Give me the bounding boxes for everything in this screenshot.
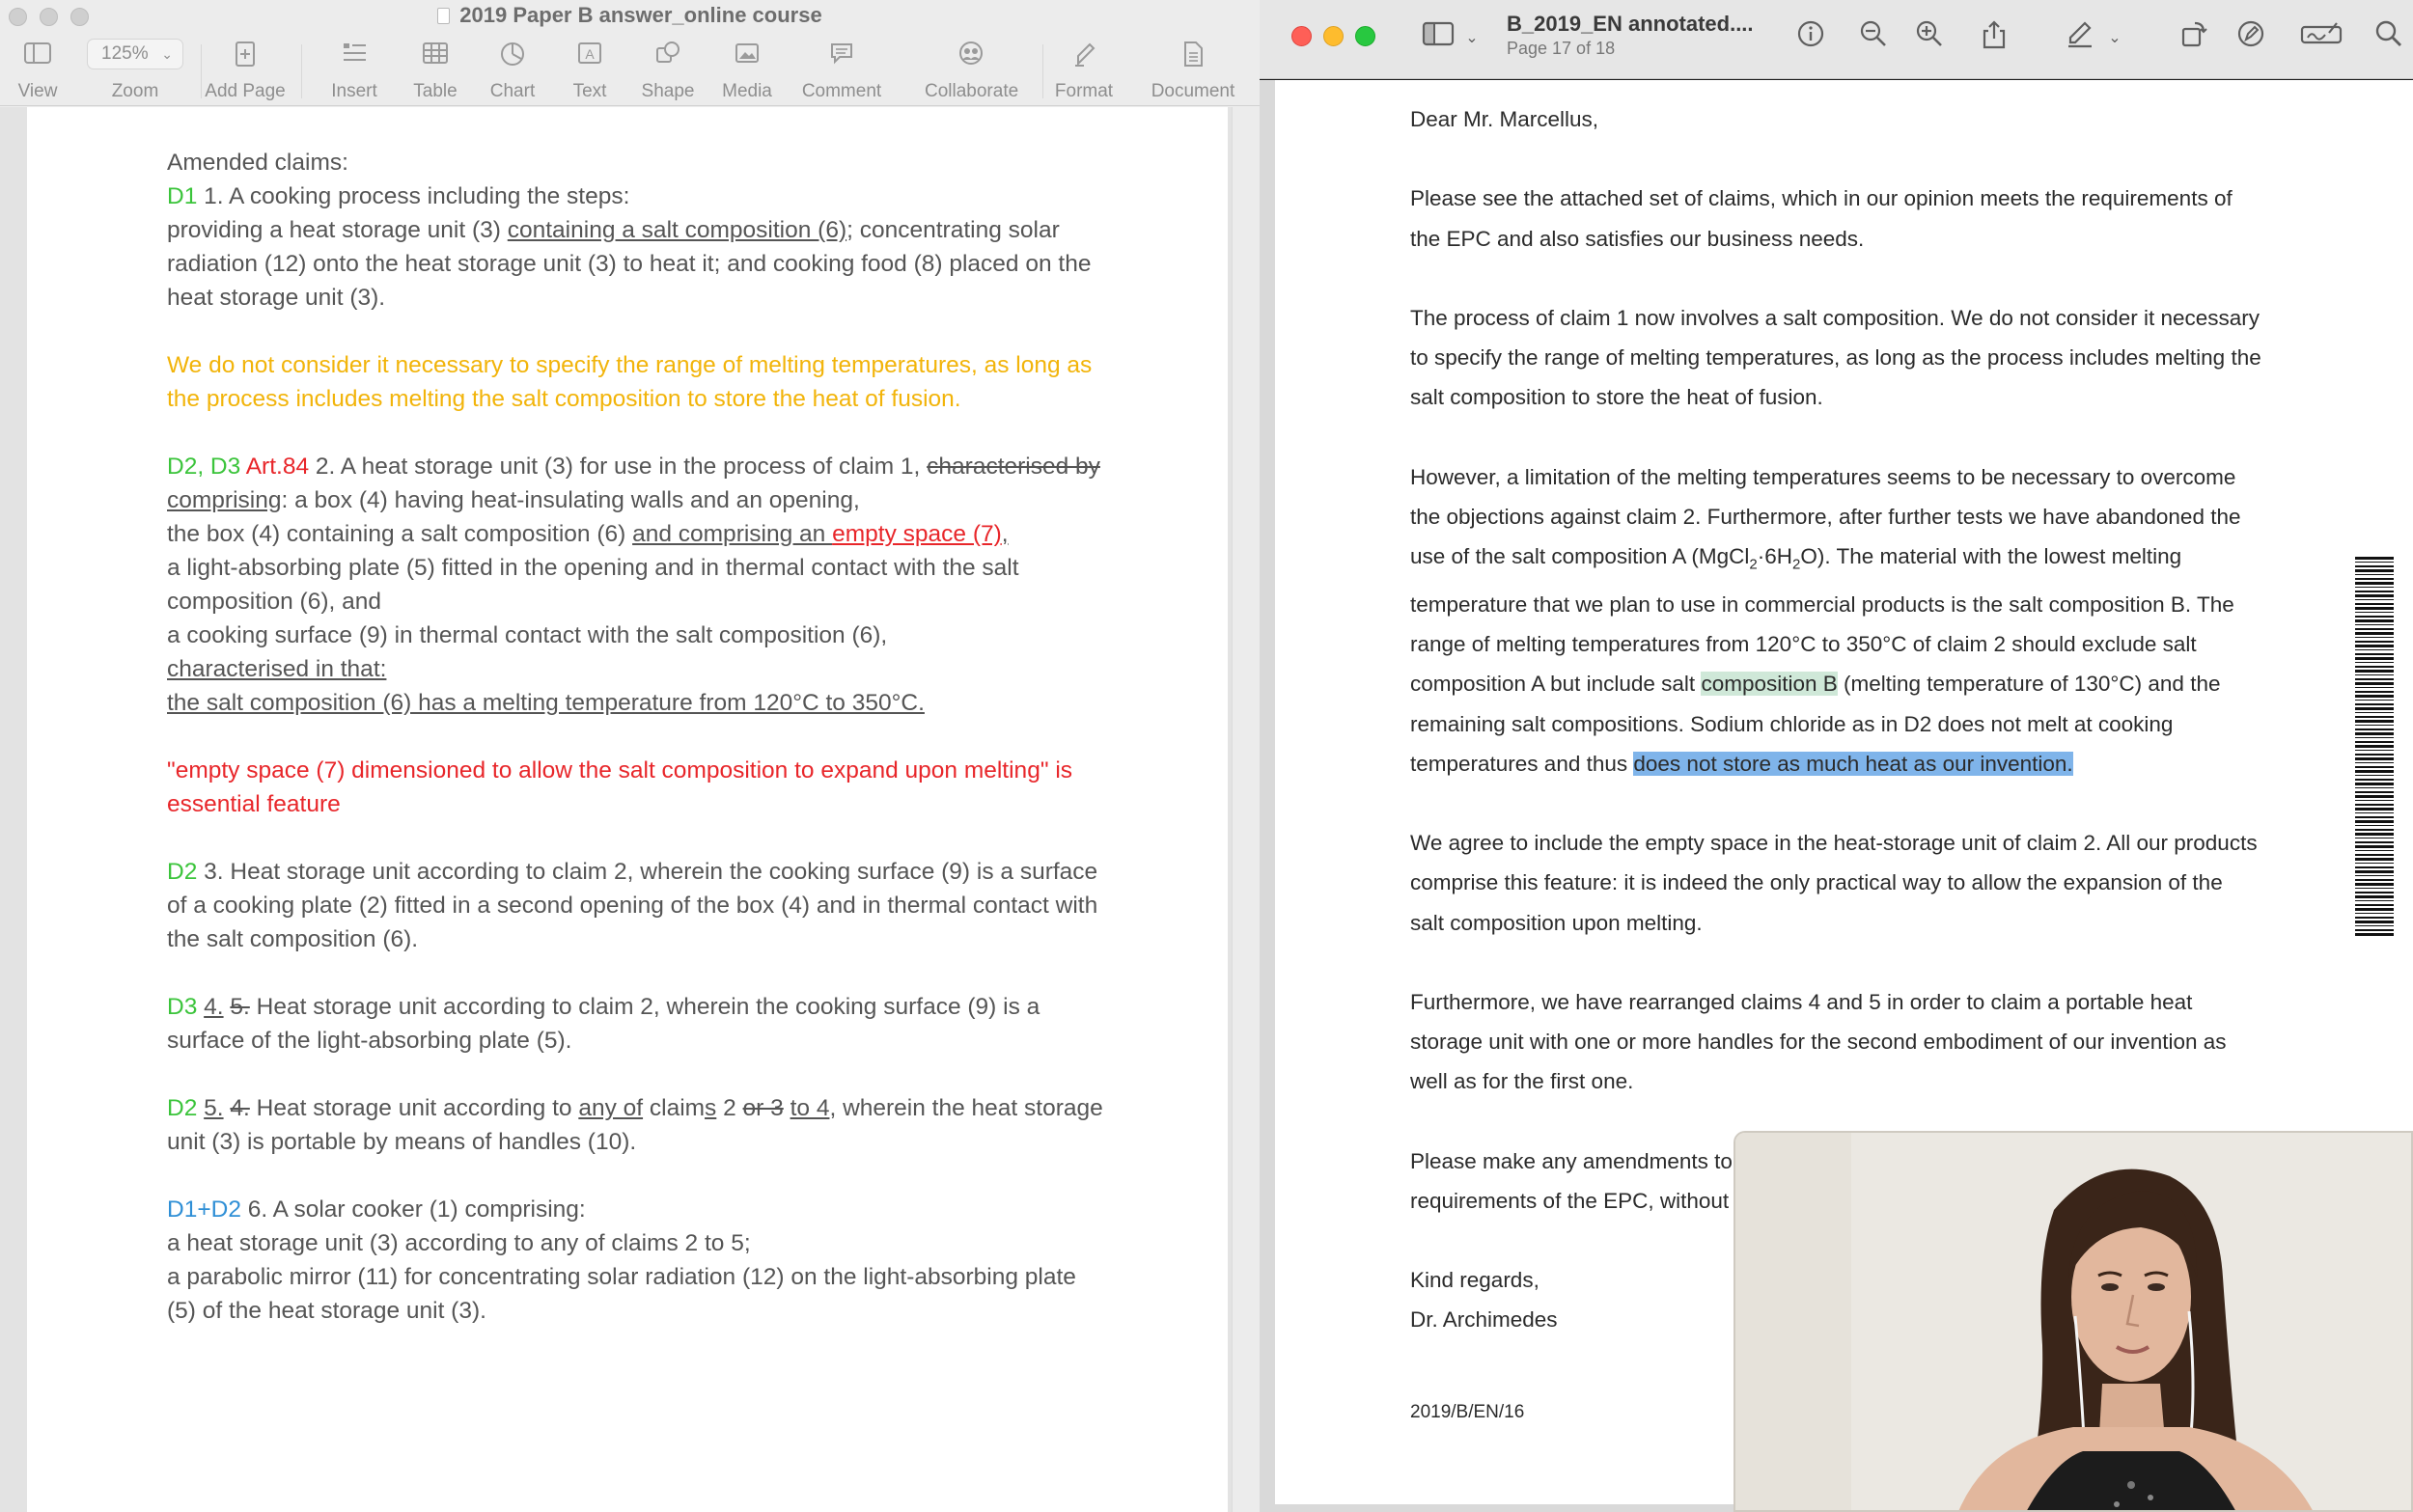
note-empty-space: "empty space (7) dimensioned to allow the salt composition to expand upon melting" is <box>167 757 1073 783</box>
note-melting-range: We do not consider it necessary to specify the range of melting temperatures, as long as <box>167 352 1093 378</box>
inserted-text: characterised in that: <box>167 656 387 682</box>
text-highlight-green: composition B <box>1701 672 1838 697</box>
toolbar-document-button[interactable]: Document <box>1144 41 1242 102</box>
inserted-text: 4. <box>204 994 224 1020</box>
paragraph-6: Please make any amendments to <box>1410 1148 1733 1173</box>
claim-6: D1+D2 6. A solar cooker (1) comprising: <box>167 1196 586 1223</box>
zoom-out-button[interactable] <box>1854 19 1893 58</box>
preview-toolbar <box>1260 0 2413 79</box>
salutation: Dear Mr. Marcellus, <box>1410 107 1599 131</box>
zoom-label: Zoom <box>111 81 159 101</box>
text-icon <box>573 41 606 69</box>
document-page[interactable] <box>27 107 1228 1512</box>
share-icon <box>1980 19 2009 50</box>
shape-icon <box>652 41 684 69</box>
prior-art-tag: D2, D3 <box>167 454 241 480</box>
closing: Kind regards, <box>1410 1268 1539 1293</box>
preview-doc-title: B_2019_EN annotated.... <box>1507 12 1754 36</box>
toolbar-comment-button[interactable]: Comment <box>798 41 885 102</box>
markup-icon <box>2236 19 2265 48</box>
document-icon <box>437 8 450 24</box>
toolbar-collaborate-button[interactable]: Collaborate <box>925 41 1017 102</box>
inserted-text: any of <box>578 1095 644 1121</box>
toolbar-insert-button[interactable]: Insert <box>311 41 398 102</box>
sidebar-toggle-button[interactable] <box>1419 19 1457 58</box>
info-button[interactable] <box>1791 19 1830 58</box>
svg-text:A: A <box>585 46 595 62</box>
pen-icon <box>2065 19 2095 50</box>
document-icon <box>1177 41 1209 69</box>
search-button[interactable] <box>2370 19 2408 58</box>
pages-window-title: 2019 Paper B answer_online course <box>0 3 1260 28</box>
claim-5: D2 5. 4. Heat storage unit according to any of claims 2 or 3 to 4, wherein the heat storage <box>167 1095 1103 1121</box>
toolbar-shape-button[interactable]: Shape <box>624 41 711 102</box>
comment-icon <box>825 41 858 69</box>
close-window-button[interactable] <box>1291 26 1312 46</box>
prior-art-tag: D3 <box>167 994 198 1020</box>
info-icon <box>1796 19 1825 48</box>
zoom-out-icon <box>1859 19 1888 48</box>
prior-art-tag: D1 <box>167 183 198 209</box>
inserted-text: 5. <box>204 1095 224 1121</box>
article-tag: Art.84 <box>240 454 310 480</box>
toolbar-divider <box>301 44 302 98</box>
rotate-icon <box>2179 19 2208 48</box>
paragraph-2: The process of claim 1 now involves a salt composition. We do not consider it necessary <box>1410 305 2260 330</box>
share-button[interactable] <box>1975 19 2013 58</box>
deleted-text: 4. <box>230 1095 250 1121</box>
toolbar-add-page-button[interactable]: Add Page <box>202 41 289 102</box>
chevron-down-icon[interactable]: ⌄ <box>1465 30 1479 46</box>
paragraph-1: Please see the attached set of claims, which in our opinion meets the requirements of <box>1410 186 2233 211</box>
claim-3: D2 3. Heat storage unit according to claim 2, wherein the cooking surface (9) is a surface <box>167 859 1098 885</box>
toolbar-chart-button[interactable]: Chart <box>469 41 556 102</box>
inserted-text: to 4 <box>790 1095 830 1121</box>
add-page-icon <box>229 41 262 69</box>
media-icon <box>731 41 763 69</box>
zoom-in-icon <box>1915 19 1944 48</box>
paragraph-4: We agree to include the empty space in the heat-storage unit of claim 2. All our products <box>1410 831 2258 856</box>
toolbar-table-button[interactable]: Table <box>392 41 479 102</box>
vertical-scrollbar[interactable] <box>1232 107 1260 1512</box>
zoom-in-button[interactable] <box>1910 19 1949 58</box>
collaborate-icon <box>955 41 987 69</box>
document-reference: 2019/B/EN/16 <box>1410 1402 1525 1422</box>
inserted-text: the salt composition (6) has a melting temperature from 120°C to 350°C. <box>167 690 925 716</box>
toolbar-view-button[interactable]: View <box>0 41 81 102</box>
markup-button[interactable] <box>2232 19 2270 58</box>
letter-text[interactable]: Dear Mr. Marcellus, Please see the attached set of claims, which in our opinion meets the requirements of the EPC and also satisfies our business needs. The process of claim 1 now involves a salt composition. We do not consider it necessary to specify the range of melting temperatures, as long as the process includes melting the salt composition to store the heat of fusion. However, a limitation of the melting temperatures seems to be necessary to overcome the objections against claim 2. Furthermore, after further tests we have abandoned the use of the salt composition A $(MgCl_2\cdot 6H_2O)$. The material with the lowest melting temperature that we plan to use in commercial products is the salt composition B. The range of melting temperatures from 120°C to 350°C of claim 2 should exclude salt composition A but include salt composition B (melting temperature of 130°C) and the remaining salt compositions. Sodium chloride as in D2 does not melt at cooking temperatures and thus does not store as much heat as our invention. We agree to include the empty space in the heat-storage unit of claim 2. All our products comprise this feature: it is indeed the only practical way to allow the expansion of the salt composition upon melting. Furthermore, we have rearranged claims 4 and 5 in order to claim a portable heat storage unit with one or more handles for the second embodiment of our invention as well as for the first one. Please make any amendments to requirements of the EPC, without Kind regards, Dr. Archimedes <box>1410 99 2337 1340</box>
inserted-text: s <box>705 1095 717 1121</box>
signature-icon <box>2300 19 2343 48</box>
chevron-down-icon: ⌄ <box>161 46 173 62</box>
inserted-text: containing a salt composition (6) <box>507 217 847 243</box>
zoom-window-button[interactable] <box>1355 26 1375 46</box>
signature-button[interactable] <box>2297 19 2345 58</box>
claims-heading: Amended claims: <box>167 150 348 176</box>
pages-toolbar <box>0 35 1260 106</box>
paragraph-5: Furthermore, we have rearranged claims 4 and 5 in order to claim a portable heat <box>1410 989 2193 1014</box>
rotate-button[interactable] <box>2175 19 2213 58</box>
sidebar-icon <box>1422 20 1455 47</box>
sidebar-icon <box>21 41 54 69</box>
prior-art-tag: D2 <box>167 859 198 885</box>
inserted-text-red: empty space (7) <box>832 521 1002 547</box>
webcam-overlay[interactable] <box>1733 1131 2413 1512</box>
claim-1: D1 1. A cooking process including the steps: <box>167 183 630 209</box>
deleted-text: characterised by <box>927 454 1100 480</box>
inserted-text: comprising <box>167 487 282 513</box>
deleted-text: or 3 <box>742 1095 784 1121</box>
barcode <box>2355 557 2394 938</box>
chevron-down-icon[interactable]: ⌄ <box>2108 30 2122 46</box>
toolbar-media-button[interactable]: Media <box>704 41 790 102</box>
text-selection-highlight: does not store as much heat as our invention. <box>1633 751 2073 776</box>
markup-pen-button[interactable] <box>2061 19 2099 58</box>
paragraph-3: However, a limitation of the melting temperatures seems to be necessary to overcome <box>1410 464 2236 489</box>
presenter-video <box>1735 1133 2413 1512</box>
zoom-select[interactable]: 125% ⌄ <box>87 39 183 69</box>
inserted-text: and comprising an <box>632 521 833 547</box>
prior-art-tag: D2 <box>167 1095 198 1121</box>
table-icon <box>419 41 452 69</box>
toolbar-format-button[interactable]: Format <box>1040 41 1127 102</box>
deleted-text: 5. <box>230 994 250 1020</box>
insert-icon <box>338 41 371 69</box>
search-icon <box>2374 19 2403 48</box>
amended-claims-text[interactable]: Amended claims: D1 1. A cooking process including the steps: providing a heat storage unit (3) containing a salt composition (6); concentrating solar radiation (12) onto the heat storage unit (3) to heat it; and cooking food (8) placed on the heat storage unit (3). We do not consider it necessary to specify the range of melting temperatures, as long as the process includes melting the salt composition to store the heat of fusion. D2, D3 Art.84 2. A heat storage unit (3) for use in the process of claim 1, characterised by comprising: a box (4) having heat-insulating walls and an opening, the box (4) containing a salt composition (6) and comprising an empty space (7), a light-absorbing plate (5) fitted in the opening and in thermal contact with the salt composition (6), and a cooking surface (9) in thermal contact with the salt composition (6), characterised in that: the salt composition (6) has a melting temperature from 120°C to 350°C. "empty space (7) dimensioned to allow the salt composition to expand upon melting" is essential feature D2 3. Heat storage unit according to claim 2, wherein the cooking surface (9) is a surface of a cooking plate (2) fitted in a second opening of the box (4) and in thermal contact with the salt composition (6). D3 4. 5. Heat storage unit according to claim 2, wherein the cooking surface (9) is a surface of the light-absorbing plate (5). D2 5. 4. Heat storage unit according to any of claims 2 or 3 to 4, wherein the heat storage unit (3) is portable by means of handles (10). D1+D2 6. A solar cooker (1) comprising: a heat storage unit (3) according to any of claims 2 to 5; a parabolic mirror (11) for concentrating solar radiation (12) on the light-absorbing plate (5) of the heat storage unit (3). <box>167 146 1151 1328</box>
minimize-window-button[interactable] <box>1323 26 1344 46</box>
format-icon <box>1068 41 1100 69</box>
claim-4: D3 4. 5. Heat storage unit according to claim 2, wherein the cooking surface (9) is a <box>167 994 1040 1020</box>
prior-art-tag: D1+D2 <box>167 1196 241 1223</box>
pages-document-canvas[interactable] <box>0 107 1260 1512</box>
claim-2: D2, D3 Art.84 2. A heat storage unit (3) for use in the process of claim 1, characterised by <box>167 454 1100 480</box>
signature: Dr. Archimedes <box>1410 1307 1558 1333</box>
page-indicator: Page 17 of 18 <box>1507 39 1616 58</box>
toolbar-text-button[interactable]: A Text <box>546 41 633 102</box>
pages-titlebar <box>0 0 1260 35</box>
chart-icon <box>496 41 529 69</box>
